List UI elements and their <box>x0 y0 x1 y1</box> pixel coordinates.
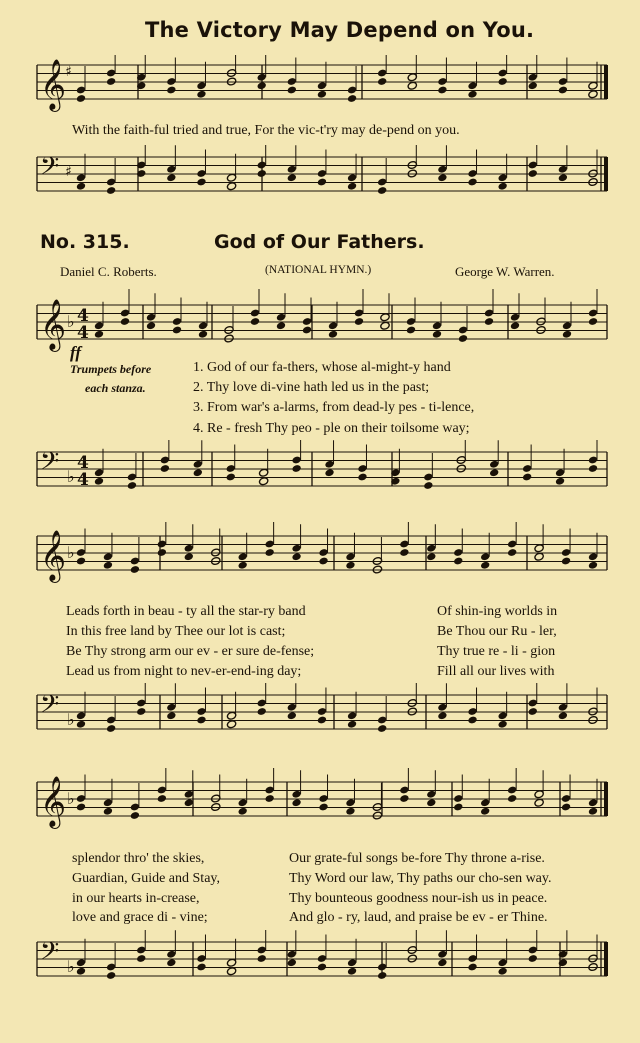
system2-bass-staff <box>0 683 640 763</box>
svg-text:♭: ♭ <box>67 957 75 976</box>
verse-2-line-c: Guardian, Guide and Stay, <box>72 871 220 886</box>
svg-text:♭: ♭ <box>67 312 75 331</box>
verse-1-line-c-end: Our grate-ful songs be-fore Thy throne a-rise. <box>289 851 545 866</box>
svg-text:♭: ♭ <box>67 710 75 729</box>
svg-text:♭: ♭ <box>67 467 75 486</box>
svg-text:𝄞: 𝄞 <box>40 299 67 350</box>
svg-text:♯: ♯ <box>65 64 72 80</box>
verse-1-line-c: splendor thro' the skies, <box>72 851 205 866</box>
system3-bass-staff <box>0 930 640 1010</box>
verse-3-line-b: Be Thy strong arm our ev - er sure de-fense; <box>66 644 315 659</box>
svg-text:♭: ♭ <box>67 543 75 562</box>
hymn-number: No. 315. <box>40 231 130 253</box>
verse-3-line-a: 3. From war's a-larms, from dead-ly pes - ti-lence, <box>193 400 475 415</box>
dynamic-ff: ff <box>70 343 82 362</box>
author-credit: Daniel C. Roberts. <box>60 264 157 279</box>
verse-3-line-c-end: Thy bounteous goodness nour-ish us in peace. <box>289 891 548 906</box>
svg-text:𝄢: 𝄢 <box>40 937 60 972</box>
svg-text:𝄞: 𝄞 <box>40 59 67 110</box>
svg-text:♭: ♭ <box>67 789 75 808</box>
verse-3-line-b-end: Thy true re - li - gion <box>437 644 556 659</box>
system3-treble-staff <box>0 768 640 848</box>
system1-treble-staff <box>0 285 640 365</box>
verse-3-line-c: in our hearts in-crease, <box>72 891 200 906</box>
instruction-line2: each stanza. <box>85 381 146 395</box>
svg-text:4: 4 <box>77 306 89 326</box>
verse-4-line-b-end: Fill all our lives with <box>437 664 555 679</box>
verse-4-line-c-end: And glo - ry, laud, and praise be ev - er Thine. <box>289 910 548 925</box>
hymn-title: God of Our Fathers. <box>214 231 425 253</box>
instruction-line1: Trumpets before <box>70 362 152 376</box>
system1-bass-staff <box>0 440 640 520</box>
verse-2-line-b: In this free land by Thee our lot is cast; <box>66 624 286 639</box>
top-bass-staff <box>0 145 640 235</box>
svg-text:4: 4 <box>77 453 89 473</box>
svg-text:𝄞: 𝄞 <box>40 776 67 827</box>
top-hymn-lyric: With the faith-ful tried and true, For the vic-t'ry may de-pend on you. <box>72 123 460 138</box>
verse-2-line-a: 2. Thy love di-vine hath led us in the past; <box>193 380 430 395</box>
svg-text:4: 4 <box>77 323 89 343</box>
verse-4-line-a: 4. Re - fresh Thy peo - ple on their toilsome way; <box>193 421 470 436</box>
verse-2-line-b-end: Be Thou our Ru - ler, <box>437 624 557 639</box>
top-hymn-title: The Victory May Depend on You. <box>145 18 535 42</box>
verse-1-line-b-end: Of shin-ing worlds in <box>437 604 558 619</box>
svg-text:4: 4 <box>77 470 89 490</box>
hymn-subtitle: (NATIONAL HYMN.) <box>265 264 372 276</box>
svg-text:𝄢: 𝄢 <box>40 152 60 187</box>
verse-4-line-c: love and grace di - vine; <box>72 910 208 925</box>
svg-text:𝄢: 𝄢 <box>40 690 60 725</box>
svg-text:𝄢: 𝄢 <box>40 447 60 482</box>
verse-1-line-b: Leads forth in beau - ty all the star-ry band <box>66 604 306 619</box>
verse-4-line-b: Lead us from night to nev-er-end-ing day; <box>66 664 302 679</box>
verse-2-line-c-end: Thy Word our law, Thy paths our cho-sen way. <box>289 871 552 886</box>
system2-treble-staff <box>0 522 640 602</box>
svg-text:♯: ♯ <box>65 164 72 180</box>
svg-text:𝄞: 𝄞 <box>40 530 67 581</box>
verse-1-line-a: 1. God of our fa-thers, whose al-might-y hand <box>193 360 451 375</box>
composer-credit: George W. Warren. <box>455 264 555 279</box>
